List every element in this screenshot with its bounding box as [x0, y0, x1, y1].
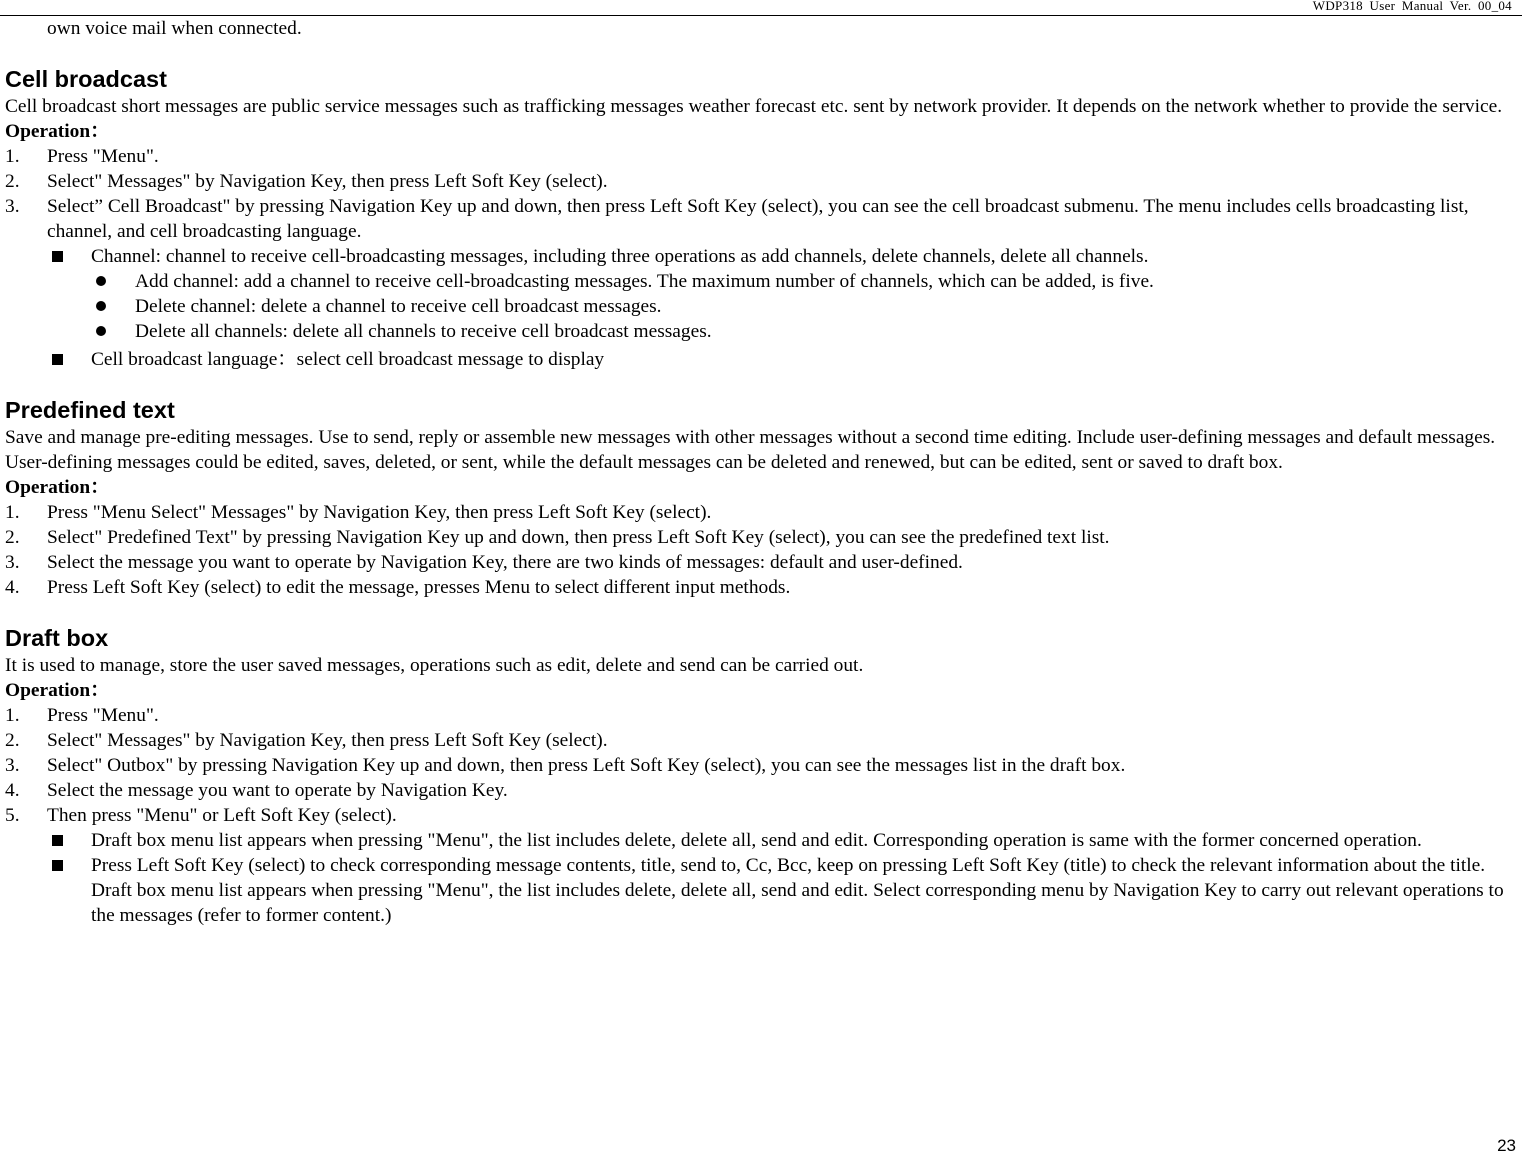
channel-operation-text: Delete all channels: delete all channels to receive cell broadcast messages.: [135, 321, 712, 342]
operation-steps: [5, 703, 1517, 828]
step-text: Select" Messages" by Navigation Key, then press Left Soft Key (select).: [47, 171, 608, 192]
step-text: Select" Outbox" by pressing Navigation Key up and down, then press Left Soft Key (select), you can see the messages list in the draft box.: [47, 755, 1126, 776]
channel-operation-item: [93, 269, 1517, 294]
step-item: [5, 803, 1517, 828]
round-bullet-icon: [96, 276, 106, 286]
step-number: 3.: [5, 196, 20, 217]
square-bullet-icon: [52, 251, 63, 262]
step-item: [5, 575, 1517, 600]
step-text: Press "Menu".: [47, 705, 159, 726]
step-text: Select” Cell Broadcast" by pressing Navigation Key up and down, then press Left Soft Key (select), you can see the cell broadcast submenu. The menu includes cells broadcasting list, channel, and cell broadcasting language.: [47, 196, 1469, 242]
step-item: [5, 550, 1517, 575]
section-heading: Draft box: [5, 625, 109, 651]
draft-note-item: [49, 828, 1517, 853]
operation-label: Operation：: [5, 477, 110, 498]
submenu-item-language: [49, 347, 1517, 372]
step-number: 3.: [5, 552, 20, 573]
square-bullet-icon: [52, 835, 63, 846]
submenu-item-channel: [49, 244, 1517, 344]
section-heading: Cell broadcast: [5, 66, 167, 92]
document-body: [5, 16, 1517, 928]
step-number: 2.: [5, 527, 20, 548]
step-item: [5, 703, 1517, 728]
step-text: Select" Predefined Text" by pressing Navigation Key up and down, then press Left Soft Key (select), you can see the predefined text list.: [47, 527, 1110, 548]
section-cell-broadcast: [5, 64, 1517, 372]
step-text: Select" Messages" by Navigation Key, then press Left Soft Key (select).: [47, 730, 608, 751]
section-intro: It is used to manage, store the user saved messages, operations such as edit, delete and send can be carried out.: [5, 655, 864, 676]
step-text: Press Left Soft Key (select) to edit the message, presses Menu to select different input methods.: [47, 577, 791, 598]
continuation-text: own voice mail when connected.: [47, 18, 302, 39]
step-item: [5, 753, 1517, 778]
step-number: 2.: [5, 730, 20, 751]
step-item: [5, 194, 1517, 244]
channel-operation-text: Delete channel: delete a channel to receive cell broadcast messages.: [135, 296, 662, 317]
operation-steps: [5, 144, 1517, 244]
section-predefined-text: [5, 395, 1517, 600]
draft-note-item: [49, 853, 1517, 928]
operation-label: Operation：: [5, 121, 110, 142]
step-text: Then press "Menu" or Left Soft Key (select).: [47, 805, 397, 826]
submenu-item-text: Cell broadcast language：select cell broadcast message to display: [91, 349, 605, 370]
step-number: 3.: [5, 755, 20, 776]
operation-label: Operation：: [5, 680, 110, 701]
step-item: [5, 144, 1517, 169]
page-number: 23: [1497, 1136, 1516, 1155]
draft-note-text: Press Left Soft Key (select) to check corresponding message contents, title, send to, Cc, Bcc, keep on pressing Left Soft Key (title) to check the relevant information about the title. Draft box menu list appears when pressing "Menu", the list includes delete, delete all, send and edit. Select corresponding menu by Navigation Key to carry out relevant operations to the messages (refer to former content.): [91, 855, 1504, 926]
operation-steps: [5, 500, 1517, 600]
section-intro: Save and manage pre-editing messages. Use to send, reply or assemble new messages with other messages without a second time editing. Include user-defining messages and default messages. User-defining messages could be edited, saves, deleted, or sent, while the default messages can be deleted and renewed, but can be edited, sent or saved to draft box.: [5, 427, 1496, 473]
step-number: 1.: [5, 705, 20, 726]
submenu-list: [5, 244, 1517, 372]
step-text: Press "Menu Select" Messages" by Navigation Key, then press Left Soft Key (select).: [47, 502, 712, 523]
section-draft-box: [5, 623, 1517, 928]
step-number: 4.: [5, 577, 20, 598]
draft-notes-list: [5, 828, 1517, 928]
section-intro: Cell broadcast short messages are public service messages such as trafficking messages weather forecast etc. sent by network provider. It depends on the network whether to provide the service.: [5, 96, 1503, 117]
step-number: 4.: [5, 780, 20, 801]
step-item: [5, 525, 1517, 550]
step-item: [5, 500, 1517, 525]
step-number: 1.: [5, 502, 20, 523]
channel-operation-item: [93, 319, 1517, 344]
draft-note-text: Draft box menu list appears when pressing "Menu", the list includes delete, delete all, send and edit. Corresponding operation is same with the former concerned operation.: [91, 830, 1422, 851]
section-heading: Predefined text: [5, 397, 175, 423]
square-bullet-icon: [52, 354, 63, 365]
step-text: Press "Menu".: [47, 146, 159, 167]
submenu-item-text: Channel: channel to receive cell-broadcasting messages, including three operations as add channels, delete channels, delete all channels.: [91, 246, 1149, 267]
step-number: 2.: [5, 171, 20, 192]
step-number: 5.: [5, 805, 20, 826]
running-header: WDP318 User Manual Ver. 00_04: [1312, 0, 1512, 13]
step-number: 1.: [5, 146, 20, 167]
step-item: [5, 728, 1517, 753]
step-item: [5, 169, 1517, 194]
channel-operations-list: [49, 269, 1517, 344]
step-item: [5, 778, 1517, 803]
square-bullet-icon: [52, 860, 63, 871]
step-text: Select the message you want to operate by Navigation Key.: [47, 780, 508, 801]
round-bullet-icon: [96, 326, 106, 336]
round-bullet-icon: [96, 301, 106, 311]
step-text: Select the message you want to operate by Navigation Key, there are two kinds of messages: default and user-defined.: [47, 552, 963, 573]
channel-operation-text: Add channel: add a channel to receive cell-broadcasting messages. The maximum number of channels, which can be added, is five.: [135, 271, 1154, 292]
channel-operation-item: [93, 294, 1517, 319]
